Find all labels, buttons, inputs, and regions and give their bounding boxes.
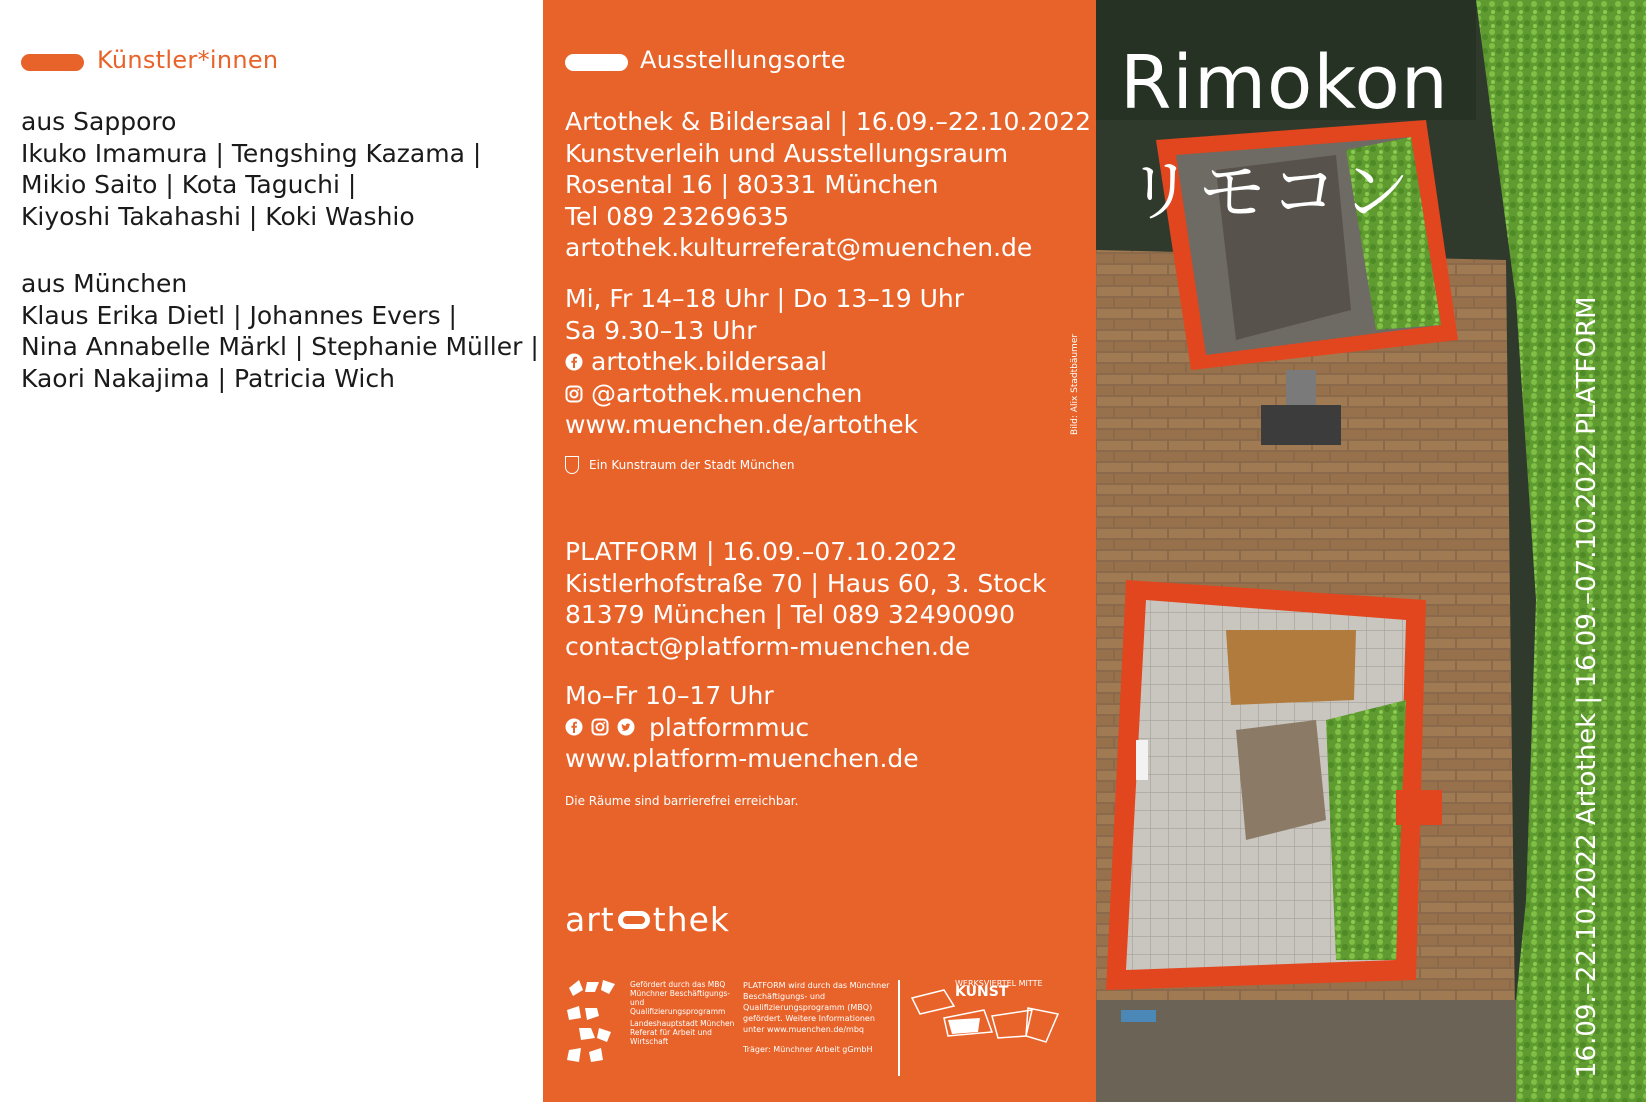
artothek-instagram-link[interactable] <box>565 378 964 410</box>
artists-panel <box>0 0 543 1102</box>
artothek-address <box>565 106 1091 264</box>
platform-address <box>565 536 1047 662</box>
munich-crest-icon <box>565 456 579 474</box>
kunstraum-text: Ein Kunstraum der Stadt München <box>589 458 795 472</box>
venues-section-title: Ausstellungsorte <box>640 46 846 74</box>
artist-line: Ikuko Imamura | Tengshing Kazama | <box>21 138 482 168</box>
werksviertel-label <box>955 979 1043 998</box>
instagram-icon <box>565 385 583 403</box>
platform-social-links[interactable] <box>565 712 919 744</box>
accessibility-note: Die Räume sind barrierefrei erreichbar. <box>565 794 799 808</box>
artothek-website-link[interactable]: www.muenchen.de/artothek <box>565 410 919 440</box>
sponsor-divider <box>898 980 900 1076</box>
platform-email-link[interactable]: contact@platform-muenchen.de <box>565 631 971 661</box>
platform-hours-contact <box>565 680 919 775</box>
werksviertel-big-text: KUNST <box>955 984 1009 1000</box>
artists-section-title: Künstler*innen <box>97 46 279 74</box>
cover-panel <box>1096 0 1646 1102</box>
artothek-header: Artothek & Bildersaal | 16.09.–22.10.2022 <box>565 107 1092 136</box>
artothek-logo <box>565 900 730 939</box>
sapporo-artists <box>21 106 481 232</box>
logo-text-left: art <box>565 900 615 939</box>
facebook-handle: artothek.bildersaal <box>591 347 828 377</box>
platform-header: PLATFORM | 16.09.–07.10.2022 <box>565 537 958 566</box>
artist-line: Klaus Erika Dietl | Johannes Evers | <box>21 300 457 330</box>
artothek-street: Rosental 16 | 80331 München <box>565 170 939 200</box>
mbq-funding-line: Gefördert durch das MBQ Münchner Beschäftigungs- und Qualifizierungsprogramm <box>630 980 731 1016</box>
photo-credit: Bild: Alix Stadtbäumer <box>1070 333 1080 435</box>
munich-heading: aus München <box>21 269 188 298</box>
platform-street: Kistlerhofstraße 70 | Haus 60, 3. Stock <box>565 568 1047 598</box>
artothek-hours: Sa 9.30–13 Uhr <box>565 315 757 345</box>
logo-text-right: thek <box>652 900 731 939</box>
artothek-hours-contact <box>565 283 964 441</box>
artothek-email-link[interactable]: artothek.kulturreferat@muenchen.de <box>565 233 1033 263</box>
mbq-sponsor-text <box>630 980 740 1046</box>
platform-funding-note: PLATFORM wird durch das Münchner Beschäftigungs- und Qualifizierungsprogramm (MBQ) gefördert. Weitere Informationen unter www.muenchen.de/mbq <box>743 981 890 1034</box>
carrier-note: Träger: Münchner Arbeit gGmbH <box>743 1045 873 1054</box>
exhibition-title-japanese: リモコン <box>1126 153 1415 232</box>
logo-ring-icon <box>618 911 650 929</box>
facebook-icon <box>565 353 583 371</box>
exhibition-title: Rimokon <box>1120 40 1449 126</box>
platform-social-handle: platformmuc <box>649 712 810 742</box>
section-marker <box>21 54 84 71</box>
werksviertel-small-text: WERKSVIERTEL MITTE <box>955 979 1043 988</box>
platform-website-link[interactable]: www.platform-muenchen.de <box>565 744 919 774</box>
venues-panel <box>543 0 1096 1102</box>
artothek-facebook-link[interactable] <box>565 346 964 378</box>
artist-line: Kaori Nakajima | Patricia Wich <box>21 363 395 393</box>
artothek-subtitle: Kunstverleih und Ausstellungsraum <box>565 138 1009 168</box>
artist-line: Nina Annabelle Märkl | Stephanie Müller | <box>21 332 539 362</box>
city-department-line: Landeshauptstadt München Referat für Arbeit und Wirtschaft <box>630 1019 735 1046</box>
artist-line: Mikio Saito | Kota Taguchi | <box>21 170 357 200</box>
sapporo-heading: aus Sapporo <box>21 107 177 136</box>
twitter-icon <box>617 718 635 736</box>
artist-line: Kiyoshi Takahashi | Koki Washio <box>21 201 415 231</box>
instagram-icon <box>591 718 609 736</box>
mbq-logo-icon <box>565 978 625 1078</box>
artothek-phone: Tel 089 23269635 <box>565 201 790 231</box>
munich-artists <box>21 268 539 394</box>
facebook-icon <box>565 718 583 736</box>
section-marker <box>565 54 628 71</box>
artothek-hours: Mi, Fr 14–18 Uhr | Do 13–19 Uhr <box>565 284 964 313</box>
platform-city-phone: 81379 München | Tel 089 32490090 <box>565 600 1016 630</box>
instagram-handle: @artothek.muenchen <box>591 378 863 408</box>
platform-hours: Mo–Fr 10–17 Uhr <box>565 681 774 710</box>
kunstraum-note <box>565 456 795 474</box>
exhibition-dates-vertical: 16.09.–22.10.2022 Artothek | 16.09.–07.10.2022 PLATFORM <box>1572 296 1602 1078</box>
